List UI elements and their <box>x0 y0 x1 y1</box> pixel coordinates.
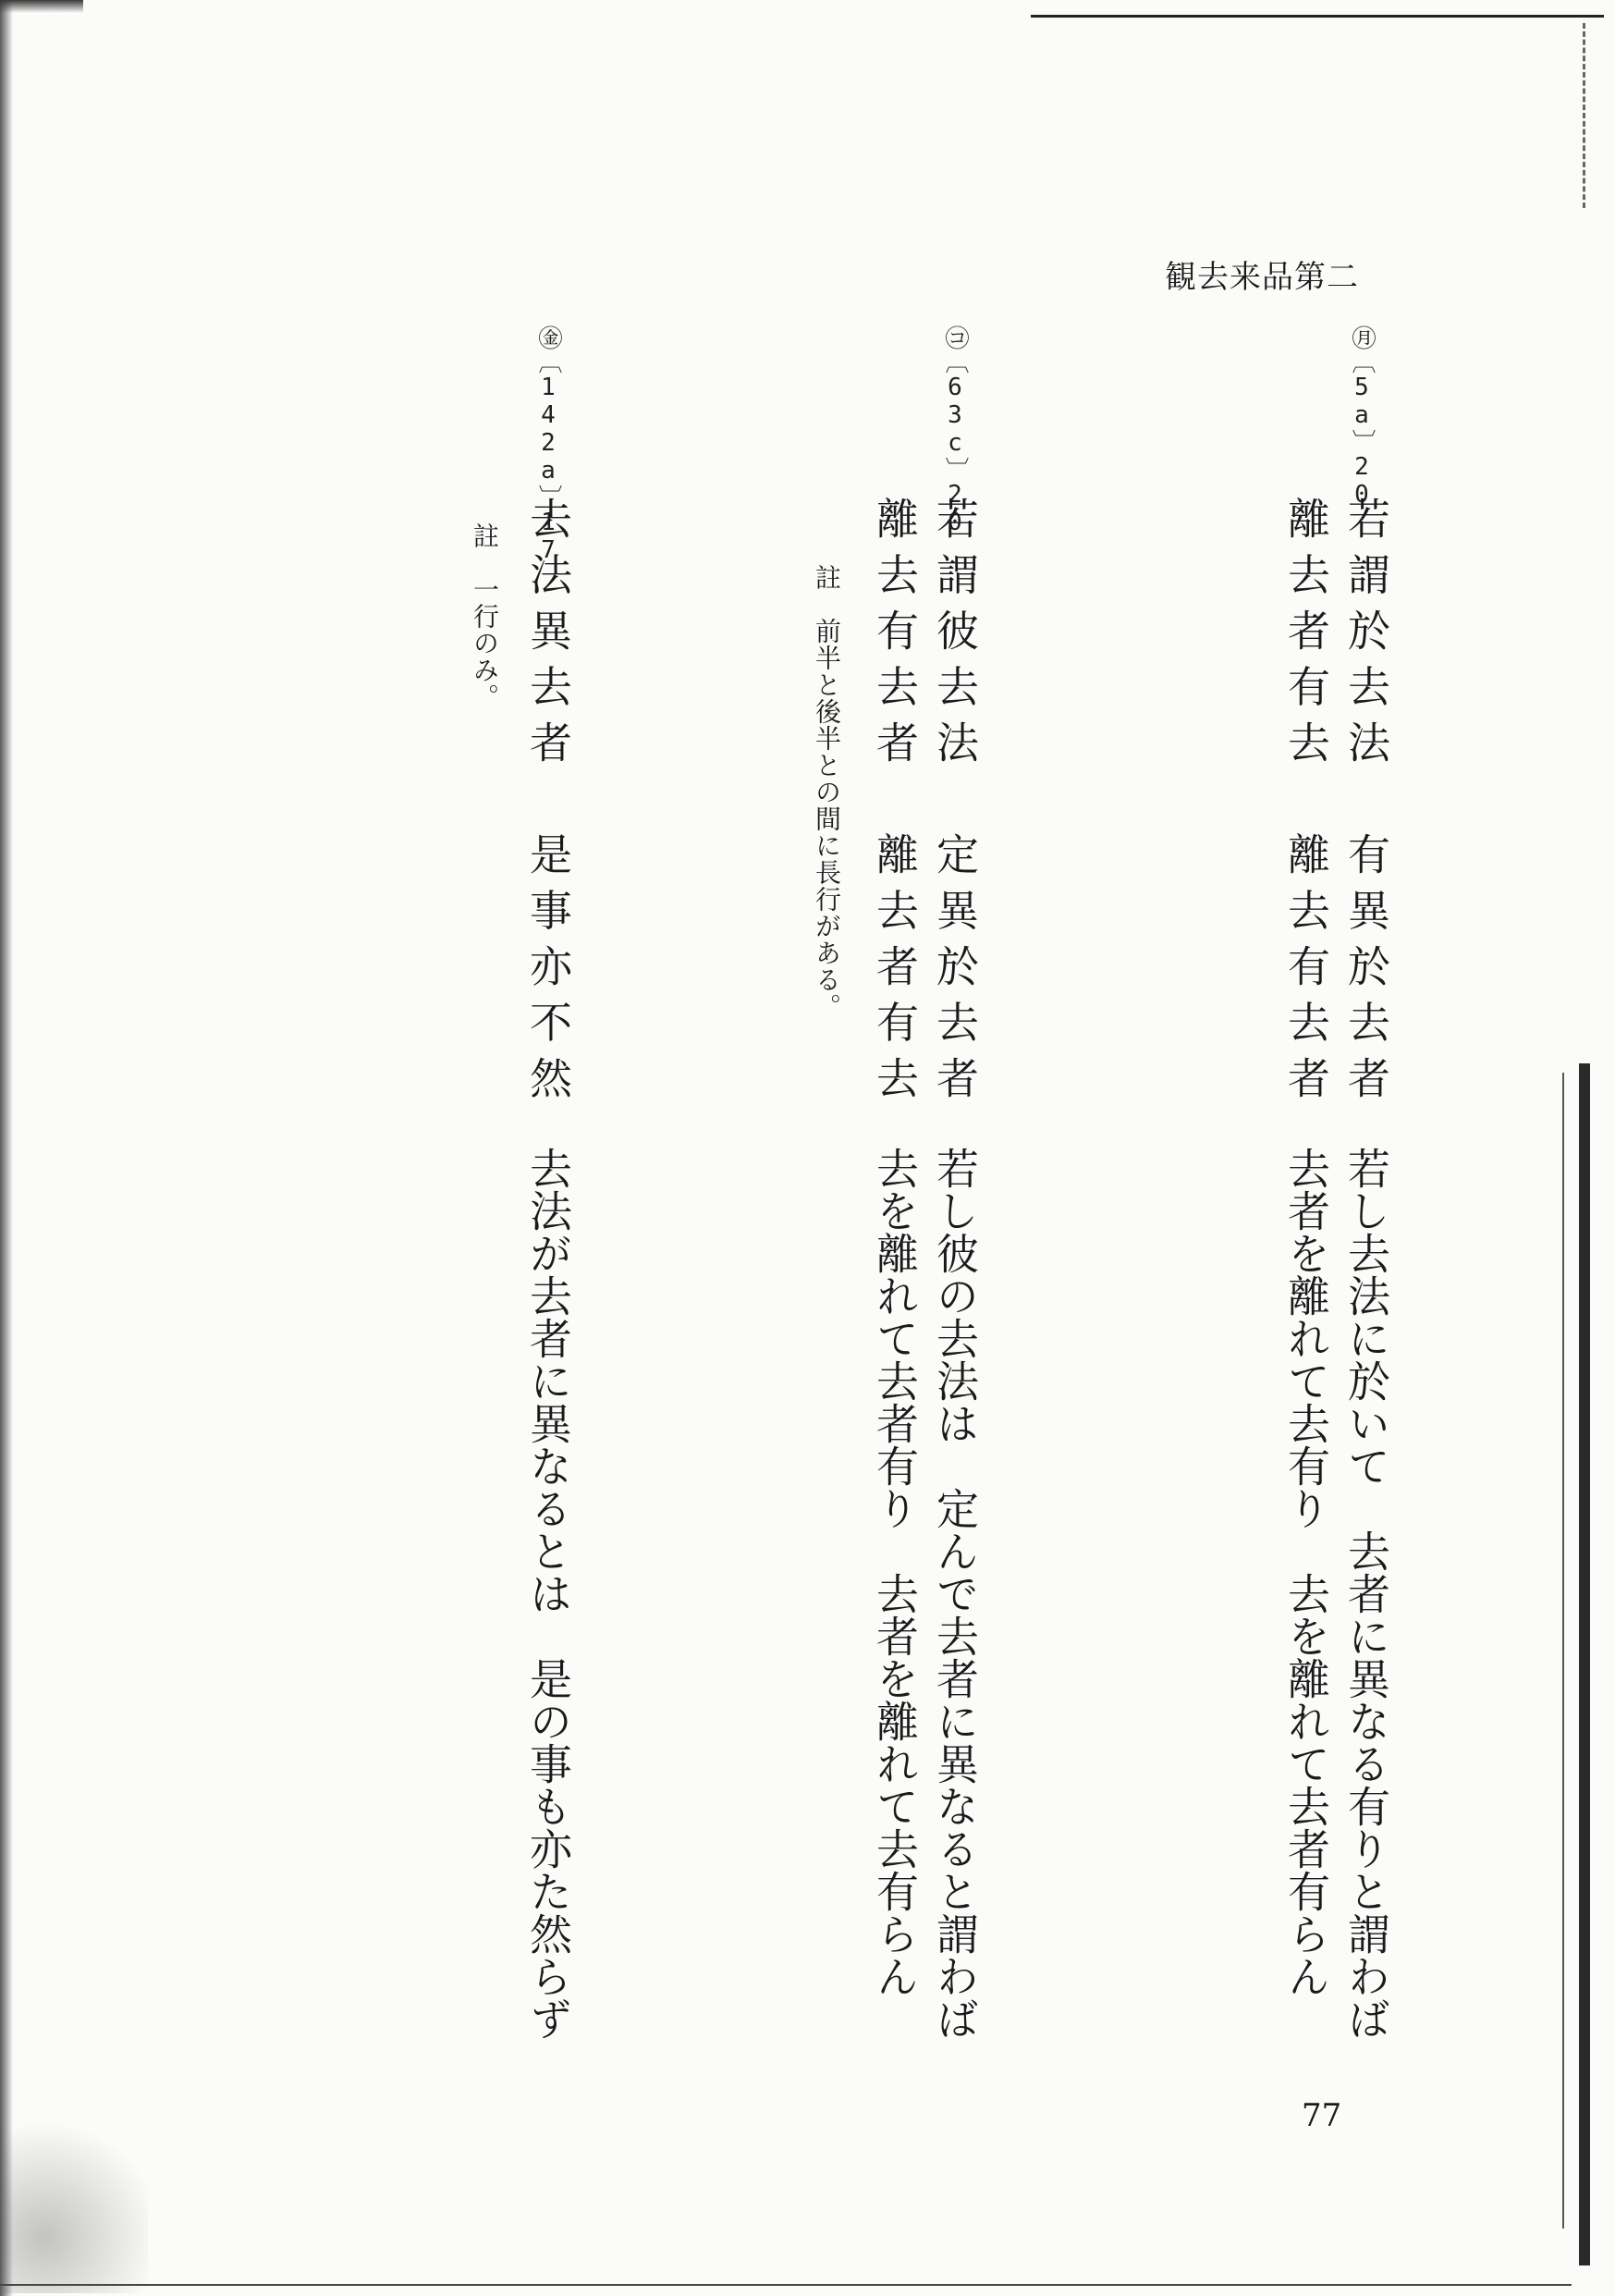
entry-1-reading-line-2: 去者を離れて去有り 去を離れて去者有らん <box>1281 1147 1331 1997</box>
entry-3-marker: ㊎〔142a〕17 <box>534 325 562 564</box>
right-border-thick <box>1579 1063 1590 2265</box>
entry-3-verse-line-1: 去法異去者 是事亦不然 <box>523 497 573 1112</box>
entry-3-reading-line-1: 去法が去者に異なるとは 是の事も亦た然らず <box>523 1147 573 2040</box>
entry-2-reading-line-1: 若し彼の去法は 定んで去者に異なると謂わば <box>930 1147 980 2040</box>
scan-edge-top <box>0 0 83 13</box>
chapter-header: 観去来品第二 <box>1165 259 1359 296</box>
entry-2-reading-line-2: 去を離れて去者有り 去者を離れて去有らん <box>870 1147 920 1997</box>
entry-1-verse-line-2: 離去者有去 離去有去者 <box>1281 497 1331 1112</box>
entry-1-verse-line-1: 若謂於去法 有異於去者 <box>1341 497 1391 1112</box>
right-border-thin <box>1562 1073 1564 2228</box>
entry-1-reading-line-1: 若し去法に於いて 去者に異なる有りと謂わば <box>1341 1147 1391 2040</box>
right-border-dashed <box>1583 23 1588 208</box>
entry-2-note: 註 前半と後半との間に長行がある。 <box>812 564 842 1020</box>
scan-edge-left <box>0 0 13 2296</box>
bottom-border-rule <box>0 2284 1572 2286</box>
scan-speckle <box>0 2108 148 2293</box>
entry-2-marker: ㋙〔63c〕20 <box>941 325 969 536</box>
page-number: 77 <box>1302 2097 1342 2134</box>
top-border-rule <box>1031 15 1604 18</box>
entry-3-note: 註 一行のみ。 <box>470 522 500 710</box>
entry-1-marker: ㊊〔5a〕20 <box>1348 325 1376 509</box>
entry-2-verse-line-1: 若謂彼去法 定異於去者 <box>930 497 980 1112</box>
entry-2-verse-line-2: 離去有去者 離去者有去 <box>870 497 920 1112</box>
